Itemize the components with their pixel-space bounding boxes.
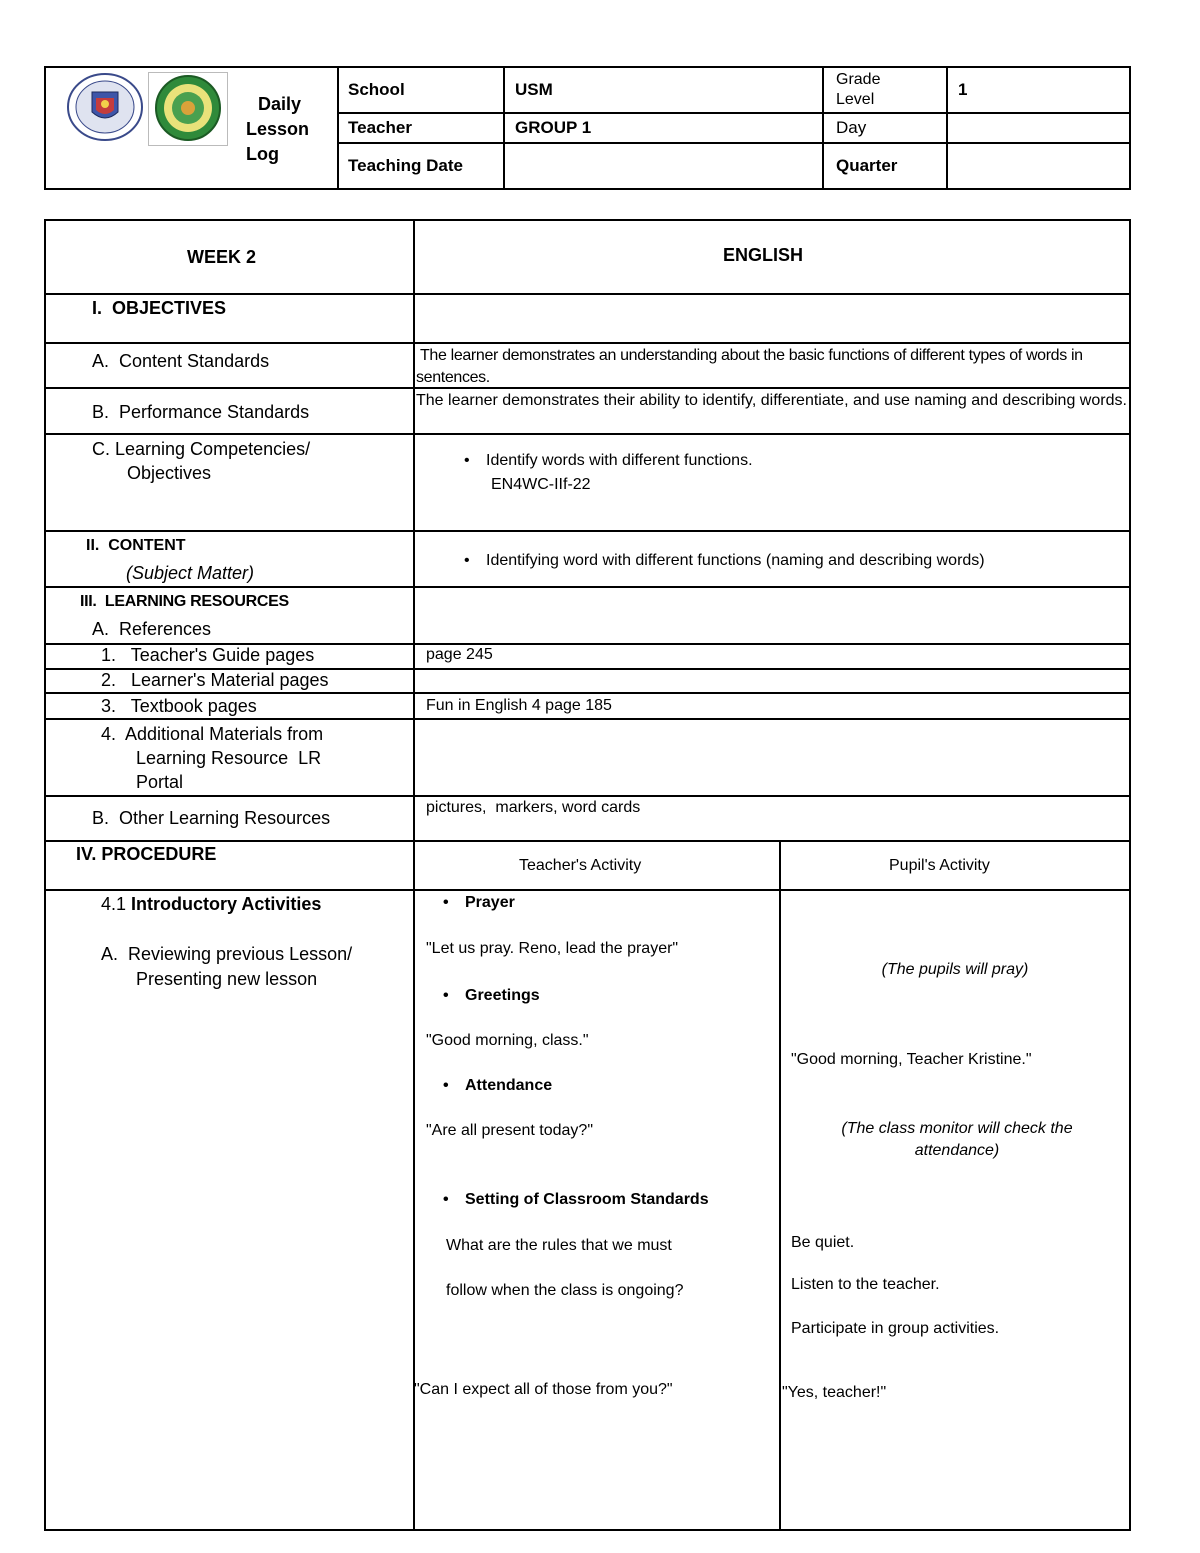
grade-value: 1 (958, 80, 968, 99)
day-label: Day (836, 118, 867, 137)
intro-activities (101, 894, 321, 915)
teachers-guide-label: 1. Teacher's Guide pages (101, 645, 315, 665)
objectives-title: I. OBJECTIVES (92, 298, 227, 318)
expect-line: "Can I expect all of those from you?" (414, 1381, 673, 1398)
other-resources-value: pictures, markers, word cards (426, 799, 641, 816)
content-standards-label: A. Content Standards (92, 351, 270, 371)
standards-heading: • Setting of Classroom Standards (465, 1191, 709, 1209)
intro-label: Introductory Activities (131, 894, 322, 914)
log-title-line3: Log (246, 144, 279, 164)
competencies-label-line2: Objectives (127, 463, 212, 483)
teacher-activity-header: Teacher's Activity (519, 857, 642, 874)
deped-seal (66, 72, 144, 142)
pupil-rule-1: Be quiet. (791, 1234, 855, 1251)
pupil-rule-3: Participate in group activities. (791, 1320, 1000, 1337)
week-label: WEEK 2 (187, 247, 257, 267)
pupil-attendance-line2: attendance) (914, 1142, 1000, 1159)
prayer-line: "Let us pray. Reno, lead the prayer" (426, 940, 679, 957)
references-label: A. References (92, 619, 212, 639)
prayer-heading: • Prayer (465, 894, 515, 912)
school-seal (151, 74, 225, 142)
additional-materials-line3: Portal (136, 772, 184, 792)
procedure-title: IV. PROCEDURE (76, 844, 217, 864)
greetings-heading: • Greetings (465, 987, 540, 1005)
textbook-label: 3. Textbook pages (101, 696, 257, 716)
content-title: II. CONTENT (86, 537, 186, 554)
performance-standards-value: The learner demonstrates their ability to identify, differentiate, and use naming and describing words. (416, 392, 1127, 409)
school-value: USM (515, 80, 553, 99)
quarter-label: Quarter (836, 156, 898, 175)
pupil-pray: (The pupils will pray) (881, 961, 1029, 978)
teacher-value: GROUP 1 (515, 118, 592, 137)
standards-line1: What are the rules that we must (446, 1237, 672, 1254)
review-label-line1: A. Reviewing previous Lesson/ (101, 944, 353, 964)
textbook-value: Fun in English 4 page 185 (426, 697, 612, 714)
pupil-activity-header: Pupil's Activity (889, 857, 990, 874)
learners-material-label: 2. Learner's Material pages (101, 670, 329, 690)
attendance-heading: • Attendance (465, 1077, 552, 1095)
standards-line2: follow when the class is ongoing? (446, 1282, 684, 1299)
intro-number: 4.1 (101, 894, 132, 914)
competency-item: • Identify words with different functions. (486, 452, 753, 470)
pupil-attendance-line1: (The class monitor will check the (841, 1120, 1073, 1137)
pupil-greet: "Good morning, Teacher Kristine." (791, 1051, 1032, 1068)
additional-materials-line2: Learning Resource LR (136, 748, 322, 768)
content-value: • Identifying word with different functions (naming and describing words) (486, 552, 985, 570)
teachers-guide-value: page 245 (426, 646, 493, 663)
resources-title: III. LEARNING RESOURCES (80, 593, 289, 610)
pupil-yes: "Yes, teacher!" (782, 1384, 887, 1401)
attendance-line: "Are all present today?" (426, 1122, 594, 1139)
date-label: Teaching Date (348, 156, 463, 175)
content-standards-value: The learner demonstrates an understanding about the basic functions of different types of words in sentences. (416, 347, 1083, 386)
greetings-line: "Good morning, class." (426, 1032, 589, 1049)
competencies-label-line1: C. Learning Competencies/ (92, 439, 311, 459)
school-label: School (348, 80, 405, 99)
other-resources-label: B. Other Learning Resources (92, 808, 331, 828)
content-subtitle: (Subject Matter) (126, 563, 255, 583)
grade-label: Grade Level (836, 71, 881, 108)
log-title-line1: Daily (258, 94, 302, 114)
log-title-line2: Lesson (246, 119, 310, 139)
competency-code: EN4WC-IIf-22 (491, 476, 591, 493)
review-label-line2: Presenting new lesson (136, 969, 318, 989)
teacher-label: Teacher (348, 118, 412, 137)
pupil-rule-2: Listen to the teacher. (791, 1276, 940, 1293)
subject-label: ENGLISH (723, 245, 804, 265)
performance-standards-label: B. Performance Standards (92, 402, 310, 422)
additional-materials-line1: 4. Additional Materials from (101, 724, 324, 744)
